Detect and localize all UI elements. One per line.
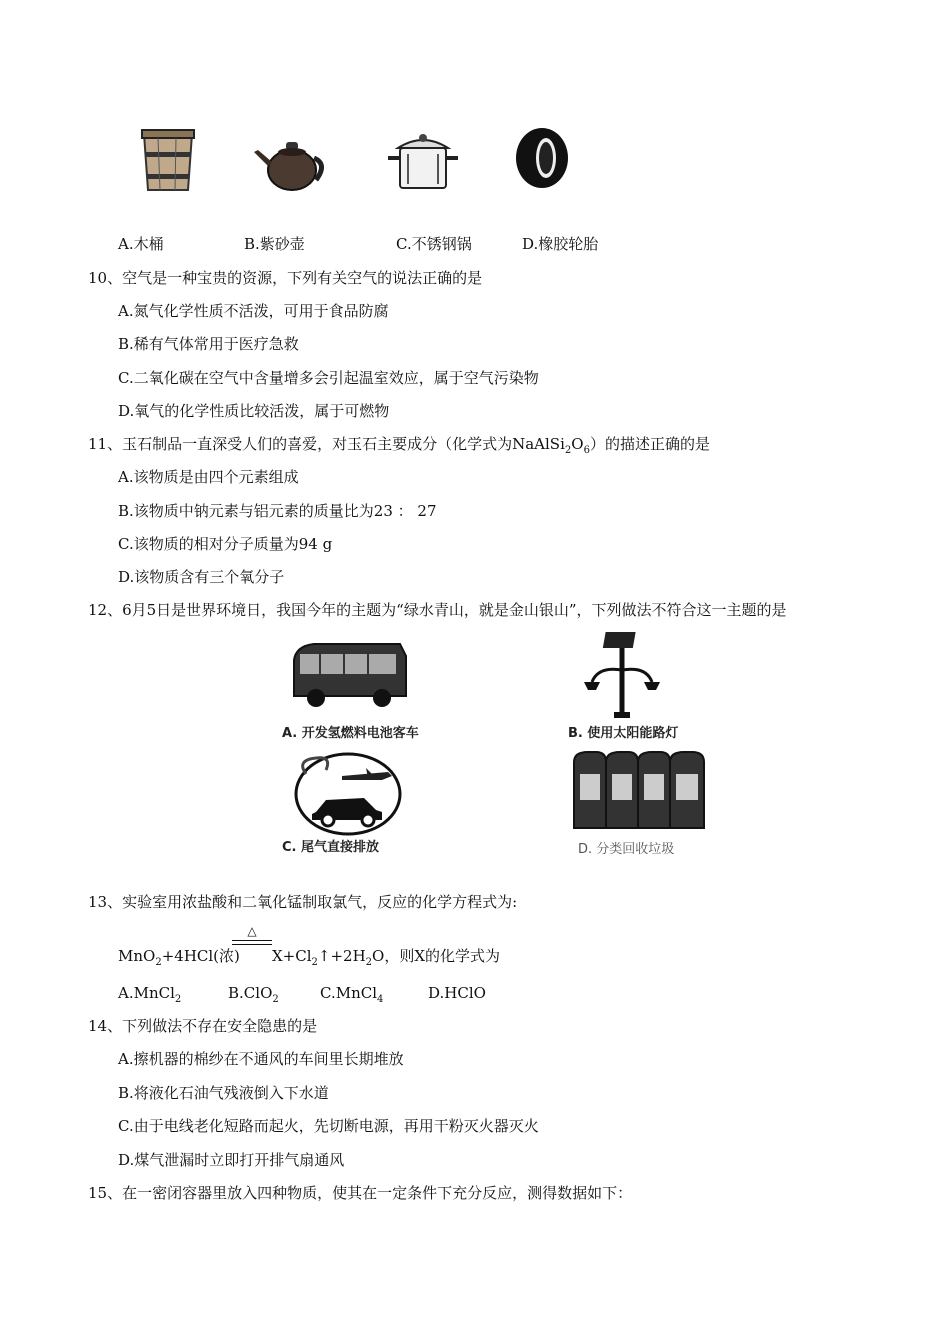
q10-option-a: A.氮气化学性质不活泼，可用于食品防腐 [118,302,389,320]
steel-pot-icon [386,130,460,196]
q13-option-a: A.MnCl$_2$ [118,984,182,1005]
q11-option-d: D.该物质含有三个氧分子 [118,568,285,586]
question-11: 11、玉石制品一直深受人们的喜爱，对玉石主要成分（化学式为$NaAlSi_2O_6$）的描述正确的是 [88,435,710,456]
q11-option-b: B.该物质中钠元素与铝元素的质量比为23 ： 27 [118,502,437,520]
bus-icon [290,640,410,714]
q10-option-c: C.二氧化碳在空气中含量增多会引起温室效应，属于空气污染物 [118,369,539,387]
teapot-icon [252,136,332,200]
option-a: A.木桶 [118,235,164,253]
q13-option-b: B.ClO$_2$ [228,984,279,1005]
q13-option-d: D.HClO [428,984,486,1002]
option-b: B.紫砂壶 [244,235,305,253]
car-exhaust-icon [292,750,404,840]
question-14: 14、下列做法不存在安全隐患的是 [88,1017,318,1035]
option-d: D.橡胶轮胎 [522,235,599,253]
q14-option-b: B.将液化石油气残液倒入下水道 [118,1084,329,1102]
q10-option-d: D.氧气的化学性质比较活泼，属于可燃物 [118,402,390,420]
reaction-condition [232,924,272,950]
question-10: 10、空气是一种宝贵的资源，下列有关空气的说法正确的是 [88,269,483,287]
recycling-bins-icon [570,750,710,834]
caption-b: B. 使用太阳能路灯 [568,726,679,741]
heat-symbol: △ [247,924,257,938]
question-12: 12、6月5日是世界环境日，我国今年的主题为“绿水青山，就是金山银山”，下列做法不符合这一主题的是 [88,601,787,619]
q14-option-c: C.由于电线老化短路而起火，先切断电源，再用干粉灭火器灭火 [118,1117,539,1135]
q13-option-c: C.MnCl$_4$ [320,984,384,1005]
solar-street-lamp-icon [578,630,668,724]
caption-a: A. 开发氢燃料电池客车 [282,726,419,741]
caption-c: C. 尾气直接排放 [282,840,380,855]
question-13: 13、实验室用浓盐酸和二氧化锰制取氯气，反应的化学方程式为: [88,893,518,911]
question-15: 15、在一密闭容器里放入四种物质，使其在一定条件下充分反应，测得数据如下： [88,1184,633,1202]
q11-option-c: C.该物质的相对分子质量为94 g [118,535,333,553]
option-c: C.不锈钢锅 [396,235,472,253]
tire-icon [512,126,572,194]
q14-option-a: A.擦机器的棉纱在不通风的车间里长期堆放 [118,1050,404,1068]
equation-reactants: MnO$_2$+4HCl(浓) [118,947,240,968]
q14-option-d: D.煤气泄漏时立即打开排气扇通风 [118,1151,345,1169]
q11-option-a: A.该物质是由四个元素组成 [118,468,299,486]
wooden-bucket-icon [138,128,198,198]
equation-products: $X+Cl_2↑+2H_2O$，则X的化学式为 [272,947,501,968]
caption-d: D. 分类回收垃圾 [578,842,675,857]
q10-option-b: B.稀有气体常用于医疗急救 [118,335,299,353]
